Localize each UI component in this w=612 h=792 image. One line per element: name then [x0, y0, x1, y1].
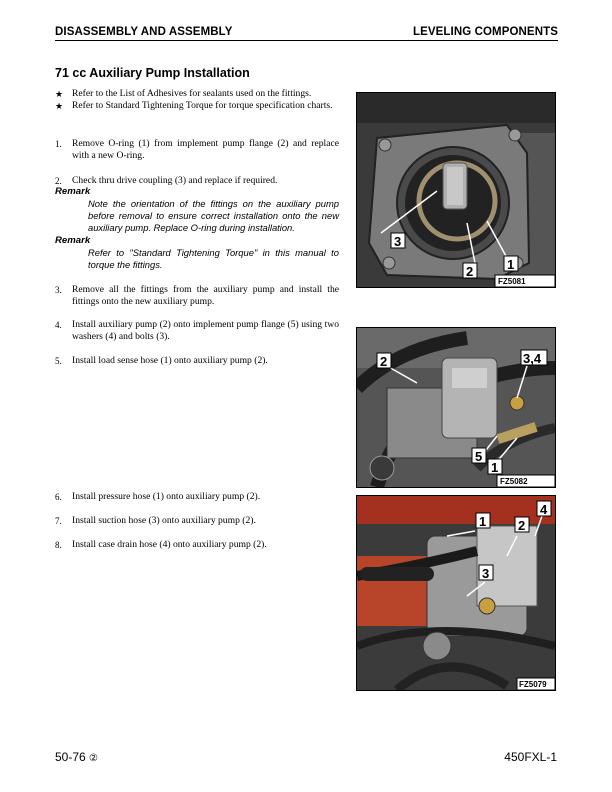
callout-label: 3	[482, 566, 490, 581]
page-number: 50-76 ②	[55, 750, 99, 764]
page-header	[55, 26, 558, 41]
step-item: 5. Install load sense hose (1) onto auxiliary pump (2).	[55, 355, 268, 366]
star-icon: ★	[55, 89, 64, 99]
figure-pump-mounted	[356, 327, 556, 488]
section-title: 71 cc Auxiliary Pump Installation	[55, 66, 250, 80]
callout-label: 1	[479, 514, 487, 529]
step-item: 8. Install case drain hose (4) onto auxiliary pump (2).	[55, 539, 267, 550]
star-icon: ★	[55, 101, 64, 111]
step-item: 4. Install auxiliary pump (2) onto implement pump flange (5) using two washers (4) and bolts (3).	[55, 319, 339, 342]
remark-text: Refer to "Standard Tightening Torque" in this manual to torque the fittings.	[88, 247, 339, 270]
step-item: 3. Remove all the fittings from the auxiliary pump and install the fittings onto the new auxiliary pump.	[55, 284, 339, 307]
callout-label: 1	[507, 257, 515, 272]
header-section: LEVELING COMPONENTS	[412, 26, 558, 38]
callout-label: 1	[491, 460, 499, 475]
figure-code: FZ5081	[498, 277, 526, 286]
callout-label: 2	[380, 354, 388, 369]
figure-pump-flange	[356, 92, 556, 288]
remark-block	[55, 235, 339, 271]
remark-heading: Remark	[55, 235, 91, 246]
figure-code: FZ5079	[519, 680, 547, 689]
callout-label: 2	[466, 264, 474, 279]
step-item: 6. Install pressure hose (1) onto auxiliary pump (2).	[55, 491, 261, 502]
note-item: ★ Refer to Standard Tightening Torque for torque specification charts.	[55, 100, 333, 111]
callout-label: 3,4	[523, 351, 542, 366]
revision-mark: ②	[89, 753, 99, 764]
model-number: 450FXL-1	[504, 750, 557, 764]
remark-block	[55, 186, 339, 234]
callout-label: 5	[475, 449, 483, 464]
step-item: 1. Remove O-ring (1) from implement pump flange (2) and replace with a new O-ring.	[55, 138, 339, 161]
figure-pump-hoses	[356, 495, 556, 691]
step-item: 7. Install suction hose (3) onto auxiliary pump (2).	[55, 515, 256, 526]
callout-label: 3	[394, 234, 402, 249]
notes-list	[55, 88, 339, 112]
figure-code: FZ5082	[500, 477, 528, 486]
callout-label: 2	[518, 518, 526, 533]
callout-label: 4	[540, 502, 548, 517]
note-item: ★ Refer to the List of Adhesives for sealants used on the fittings.	[55, 88, 312, 99]
header-chapter: DISASSEMBLY AND ASSEMBLY	[55, 26, 233, 38]
step-item: 2. Check thru drive coupling (3) and replace if required.	[55, 175, 278, 186]
remark-text: Note the orientation of the fittings on the auxiliary pump before removal to ensure correct installation onto the new auxiliary pump. Replace O-ring during installation.	[88, 198, 339, 233]
remark-heading: Remark	[55, 186, 91, 197]
